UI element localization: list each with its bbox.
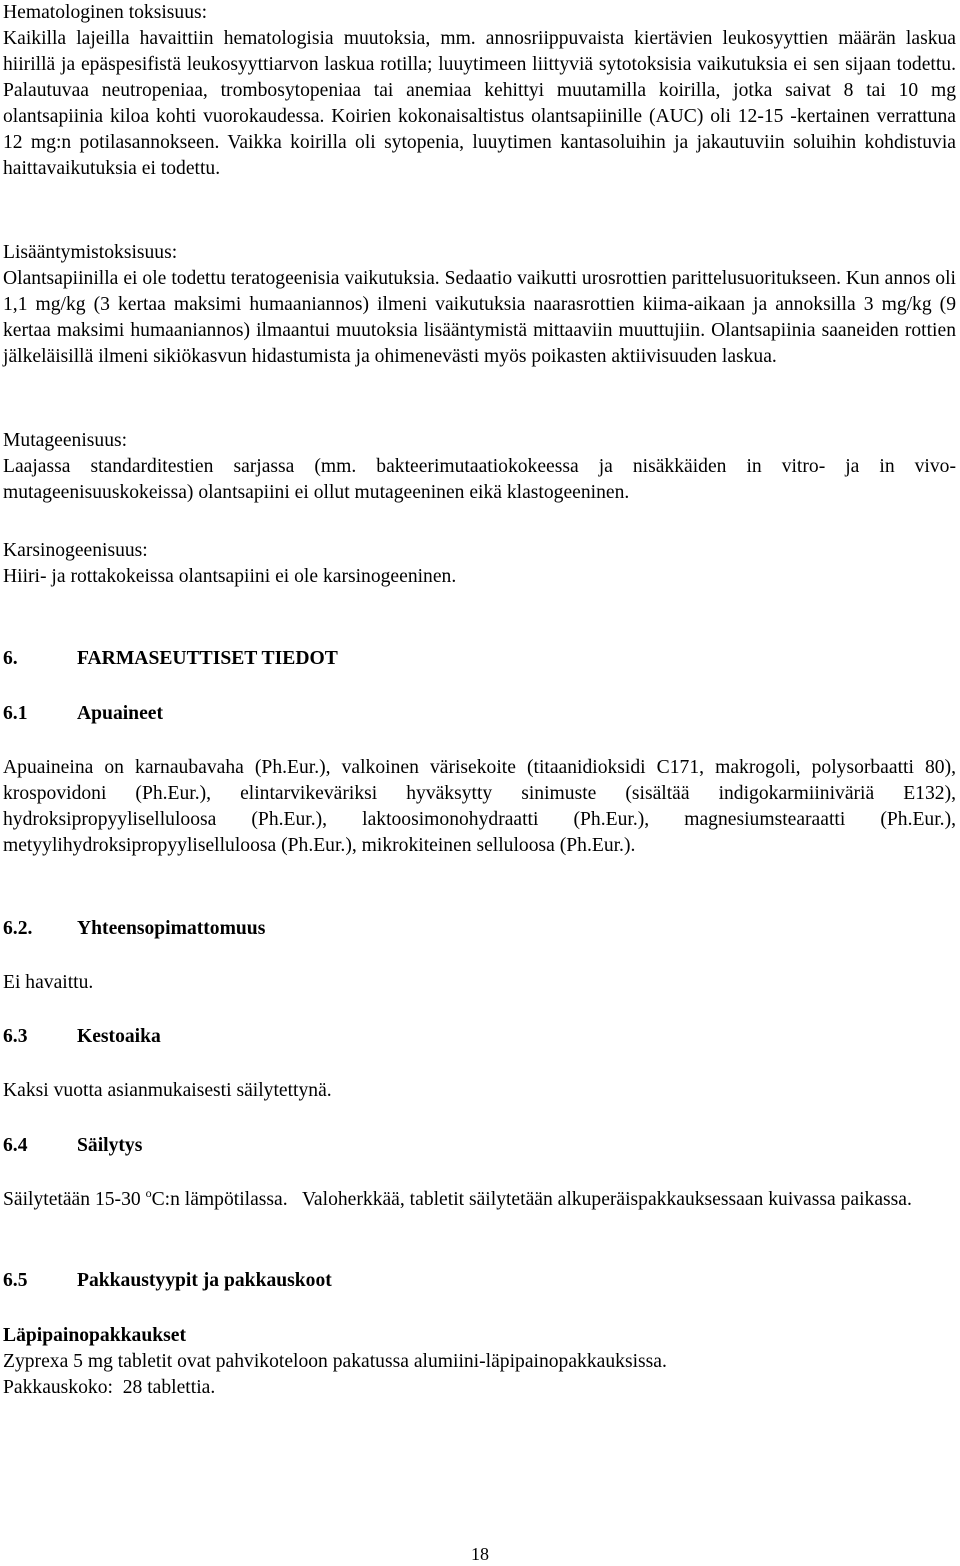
reproductive-toxicity-section xyxy=(3,240,956,370)
shelf-life-text: Kaksi vuotta asianmukaisesti säilytettynä. xyxy=(3,1080,332,1101)
storage-text xyxy=(3,1187,956,1214)
section-6-1-heading xyxy=(3,701,163,727)
section-6-4-number: 6.4 xyxy=(3,1135,28,1156)
section-6-2-number: 6.2. xyxy=(3,918,33,939)
pack-size-text: Pakkauskoko: 28 tablettia. xyxy=(3,1377,216,1398)
degree-superscript: o xyxy=(145,1186,152,1200)
excipients-text: Apuaineina on karnaubavaha (Ph.Eur.), valkoinen värisekoite (titaanidioksidi C171, makrogoli, polysorbaatti 80), krospovidoni (Ph.Eur.), elintarvikeväriksi hyväksytty sinimuste (sisältää indigokarmiiniväriä E132), hydroksipropyyliselluloosa (Ph.Eur.), laktoosimonohydraatti (Ph.Eur.), magnesiumstearaatti (Ph.Eur.), metyylihydroksipropyyliselluloosa (Ph.Eur.), mikrokiteinen selluloosa (Ph.Eur.). xyxy=(3,757,956,856)
section-6-1-number: 6.1 xyxy=(3,703,28,724)
hematologic-toxicity-label: Hematologinen toksisuus: xyxy=(3,2,208,23)
section-6-5-heading xyxy=(3,1268,332,1294)
incompatibilities-text: Ei havaittu. xyxy=(3,972,94,993)
section-6-number: 6. xyxy=(3,648,18,669)
section-6-4-heading xyxy=(3,1133,142,1159)
section-6-3-title: Kestoaika xyxy=(77,1026,161,1047)
carcinogenicity-label: Karsinogeenisuus: xyxy=(3,540,148,561)
section-6-2-heading xyxy=(3,916,265,942)
section-6-4-title: Säilytys xyxy=(77,1135,143,1156)
carcinogenicity-text: Hiiri- ja rottakokeissa olantsapiini ei ole karsinogeeninen. xyxy=(3,566,457,587)
section-6-heading xyxy=(3,646,338,672)
reproductive-toxicity-text: Olantsapiinilla ei ole todettu teratogeenisia vaikutuksia. Sedaatio vaikutti urosrottien parittelusuoritukseen. Kun annos oli 1,1 mg/kg (3 kertaa maksimi humaaniannos) ilmeni vaikutuksia naarasrottien kiima-aikaan ja annoksilla 3 mg/kg (9 kertaa maksimi humaaniannos) ilmaantui muutoksia lisääntymistä mittaaviin muuttujiin. Olantsapiinia saaneiden rottien jälkeläisillä ilmeni sikiökasvun hidastumista ja ohimenevästi myös poikasten aktiivisuuden laskua. xyxy=(3,268,956,367)
mutagenicity-label: Mutageenisuus: xyxy=(3,430,128,451)
section-6-3-heading xyxy=(3,1024,161,1050)
carcinogenicity-section xyxy=(3,538,956,590)
storage-text-part-a: Säilytetään 15-30 xyxy=(3,1189,146,1210)
mutagenicity-section xyxy=(3,428,956,506)
storage-text-part-b: C:n lämpötilassa. Valoherkkää, tabletit säilytetään alkuperäispakkauksessaan kuivassa paikassa. xyxy=(151,1189,912,1210)
hematologic-toxicity-text: Kaikilla lajeilla havaittiin hematologisia muutoksia, mm. annosriippuvaista kiertävien leukosyyttien määrän laskua hiirillä ja epäspesifistä leukosyyttiarvon laskua rotilla; luuytimeen liittyviä sytotoksisia vaikutuksia ei sen sijaan todettu. Palautuvaa neutropeniaa, trombosytopeniaa tai anemiaa kehittyi muutamilla koirilla, jotka saivat 8 tai 10 mg olantsapiinia kiloa kohti vuorokaudessa. Koirien kokonaisaltistus olantsapiinille (AUC) oli 12-15 -kertainen verrattuna 12 mg:n potilasannokseen. Vaikka koirilla oli sytopenia, luuytimen kantasoluihin ja jakautuviin soluihin kohdistuvia haittavaikutuksia ei todettu. xyxy=(3,28,956,179)
section-6-1-title: Apuaineet xyxy=(77,703,164,724)
hematologic-toxicity-section xyxy=(3,0,956,182)
blister-packs-subheading: Läpipainopakkaukset xyxy=(3,1325,186,1346)
section-6-5-title: Pakkaustyypit ja pakkauskoot xyxy=(77,1270,332,1291)
section-6-title: FARMASEUTTISET TIEDOT xyxy=(77,648,338,669)
reproductive-toxicity-label: Lisääntymistoksisuus: xyxy=(3,242,178,263)
section-6-3-number: 6.3 xyxy=(3,1026,28,1047)
section-6-5-number: 6.5 xyxy=(3,1270,28,1291)
page-number: 18 xyxy=(471,1544,489,1564)
pack-description-text: Zyprexa 5 mg tabletit ovat pahvikoteloon pakatussa alumiini-läpipainopakkauksissa. xyxy=(3,1351,667,1372)
mutagenicity-text: Laajassa standarditestien sarjassa (mm. bakteerimutaatiokokeessa ja nisäkkäiden in vitro- ja in vivo-mutageenisuuskokeissa) olantsapiini ei ollut mutageeninen eikä klastogeeninen. xyxy=(3,456,956,503)
section-6-2-title: Yhteensopimattomuus xyxy=(77,918,266,939)
